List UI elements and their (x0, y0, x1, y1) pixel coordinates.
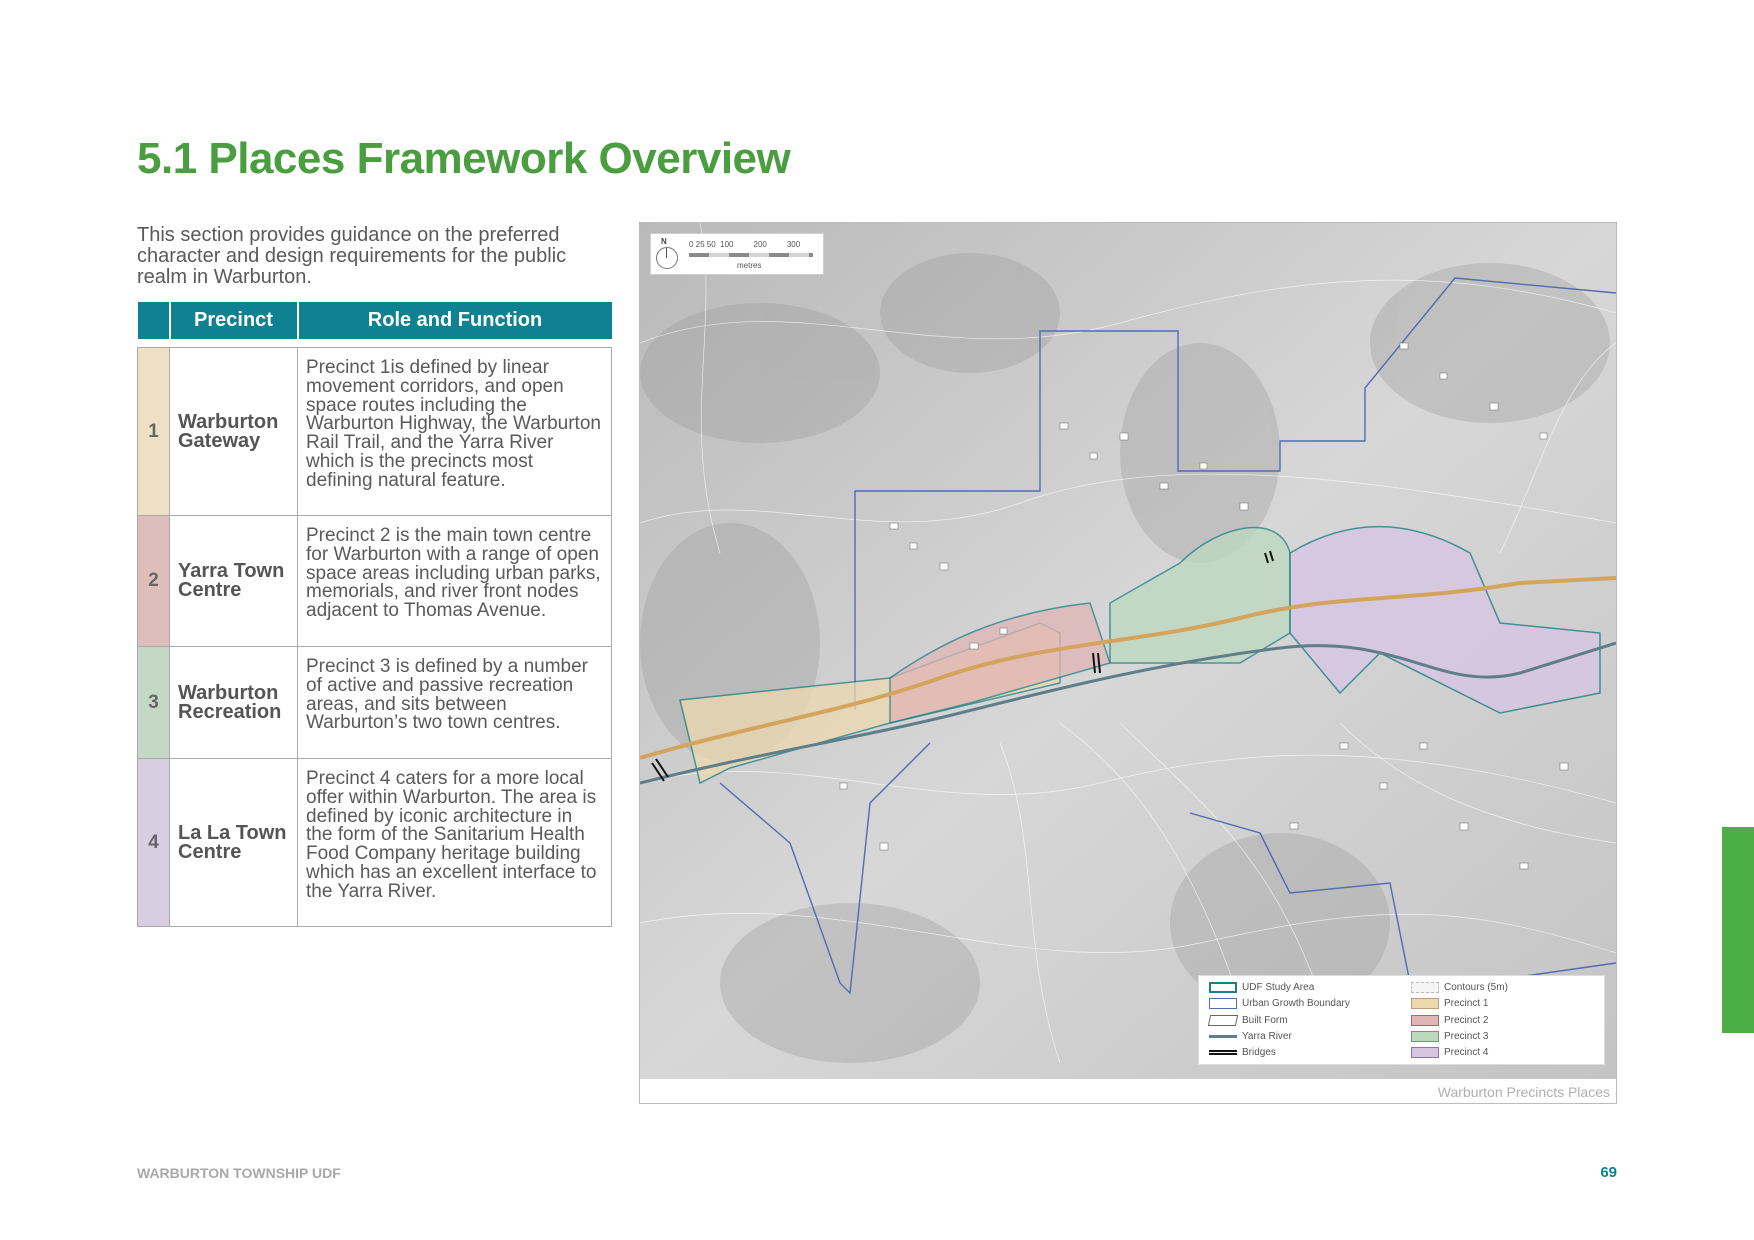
table-row (138, 516, 612, 647)
precinct-number: 4 (138, 759, 170, 927)
header-precinct: Precinct (170, 302, 298, 339)
table-header-row (138, 302, 612, 339)
precinct-number: 3 (138, 647, 170, 759)
precinct-role: Precinct 4 caters for a more local offer within Warburton. The area is defined by iconic architecture in the form of the Sanitarium Health Food Company heritage building which has an excellent interface to the Yarra River. (298, 759, 612, 927)
page-title: 5.1 Places Framework Overview (137, 134, 791, 183)
precinct-map (639, 222, 1617, 1104)
map-legend: UDF Study Area Urban Growth Boundary Built Form Yarra River Bridges Contours (5m) Precinct 1 Precinct 2 Precinct 3 Precinct 4 (1198, 975, 1605, 1065)
precinct-name: Warburton Recreation (170, 647, 298, 759)
north-needle (666, 248, 667, 258)
table-row (138, 759, 612, 927)
scale-unit: metres (737, 261, 762, 270)
north-label: N (661, 237, 667, 246)
river-swatch (1209, 1035, 1237, 1038)
ugb-swatch (1209, 998, 1237, 1009)
precinct-name: La La Town Centre (170, 759, 298, 927)
intro-paragraph: This section provides guidance on the preferred character and design requirements for the public realm in Warburton. (137, 224, 567, 288)
precinct-table (137, 302, 612, 927)
map-graphic (640, 223, 1616, 1079)
scale-graphic (689, 253, 813, 257)
table-row (138, 647, 612, 759)
precinct-number: 2 (138, 516, 170, 647)
table-row (138, 348, 612, 516)
scale-bar (650, 233, 824, 275)
study-area-swatch (1209, 982, 1237, 993)
scale-ticks: 0 25 50 100 200 300 (689, 240, 801, 249)
precinct-1-swatch (1411, 998, 1439, 1009)
contours-swatch (1411, 982, 1439, 993)
precinct-name: Yarra Town Centre (170, 516, 298, 647)
precinct-4-swatch (1411, 1047, 1439, 1058)
north-arrow-icon (656, 247, 678, 269)
precinct-role: Precinct 2 is the main town centre for Warburton with a range of open space areas including urban parks, memorials, and river front nodes adjacent to Thomas Avenue. (298, 516, 612, 647)
header-role: Role and Function (298, 302, 612, 339)
page-number: 69 (1600, 1164, 1617, 1181)
precinct-3-swatch (1411, 1031, 1439, 1042)
document-name: WARBURTON TOWNSHIP UDF (137, 1165, 341, 1181)
precinct-number: 1 (138, 348, 170, 516)
precinct-role: Precinct 3 is defined by a number of active and passive recreation areas, and sits between Warburton’s two town centres. (298, 647, 612, 759)
bridge-icon (1209, 1050, 1237, 1055)
precinct-2-swatch (1411, 1015, 1439, 1026)
built-form-swatch (1208, 1015, 1238, 1026)
precinct-role: Precinct 1is defined by linear movement corridors, and open space routes including the Warburton Highway, the Warburton Rail Trail, and the Yarra River which is the precincts most defining natural feature. (298, 348, 612, 516)
precinct-name: Warburton Gateway (170, 348, 298, 516)
section-tab (1722, 827, 1754, 1033)
header-color-cell (138, 302, 170, 339)
map-caption: Warburton Precincts Places (1437, 1084, 1610, 1100)
